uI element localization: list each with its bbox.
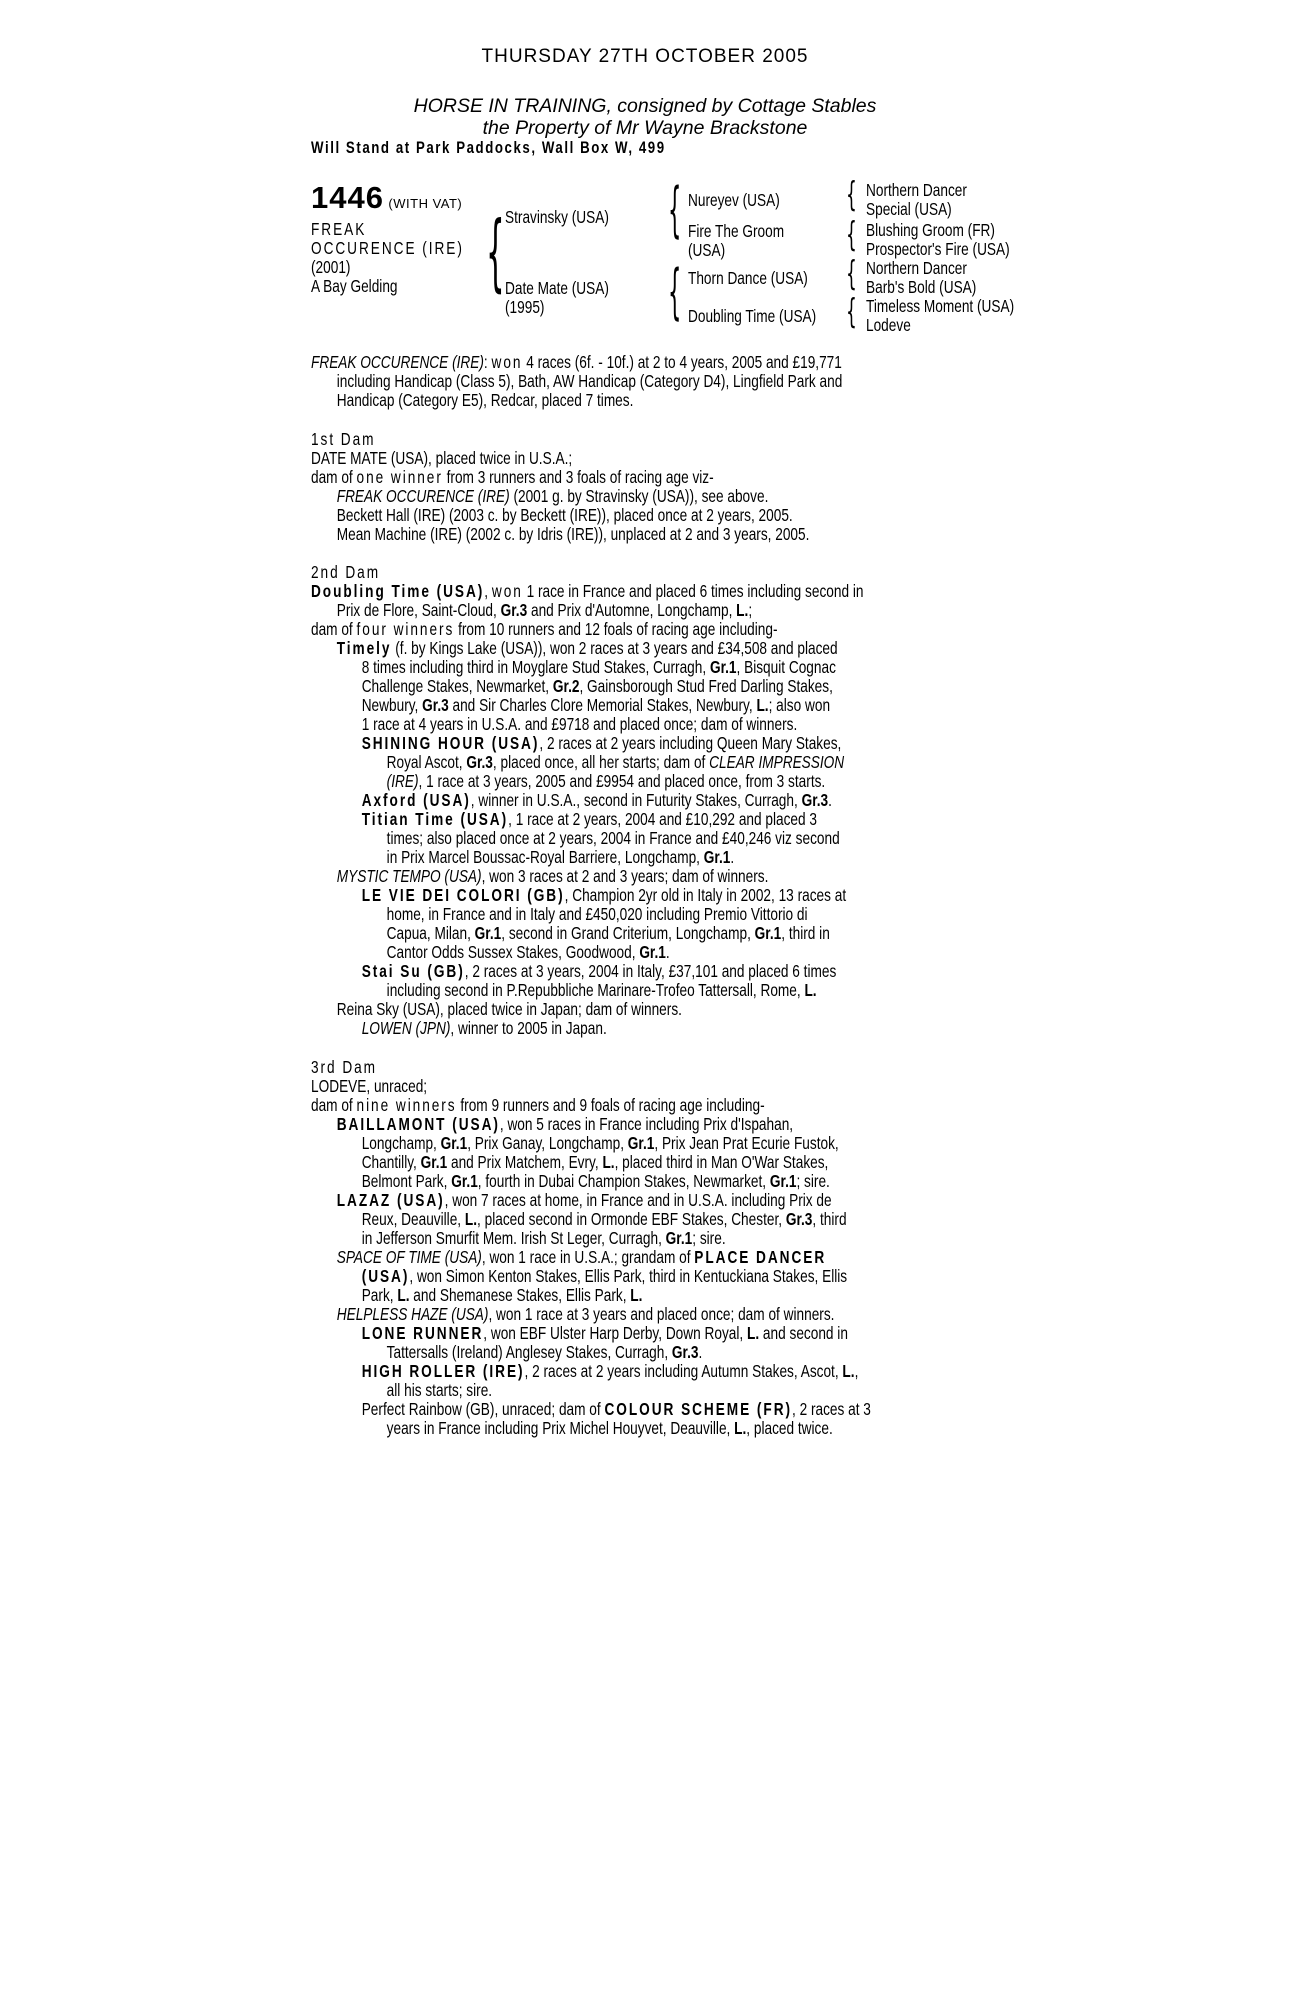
text-run: , third in [781,923,830,943]
pedigree-dam-year: (1995) [505,297,545,317]
text-run: BAILLAMONT (USA) [336,1114,500,1134]
text-run: Gr.1 [709,657,737,677]
dam3-line [311,1115,871,1134]
dam2-line [311,848,863,867]
text-run: times; also placed once at 2 years, 2004 in France and £40,246 viz second [386,828,840,848]
text-run: Royal Ascot, [386,752,467,772]
dam2-line [311,924,863,943]
text-run: HIGH ROLLER (IRE) [361,1361,525,1381]
first-dam-foal-1-name: FREAK OCCURENCE (IRE) [336,486,510,506]
text-run: , 2 races at 2 years including Queen Mary Stakes, [539,733,842,753]
dam2-line [311,753,863,772]
dam3-line [311,1286,871,1305]
text-run: LOWEN (JPN) [361,1018,451,1038]
dam3-line [311,1343,871,1362]
text-run: (IRE) [386,771,419,791]
text-run: Timely [336,638,392,658]
first-dam-heading: 1st Dam [311,429,376,449]
third-dam-section [311,1058,871,1438]
text-run: and Prix Matchem, Evry, [447,1152,603,1172]
pedigree-g4: Prospector's Fire (USA) [866,239,1010,259]
text-run: L. [746,1323,760,1343]
text-run: 1 race at 4 years in U.S.A. and £9718 and placed once; dam of winners. [361,714,798,734]
dam3-line [311,1229,871,1248]
pedigree-dam-sire: Thorn Dance (USA) [688,268,808,288]
text-run: Newbury, [361,695,423,715]
text-run: dam of [311,619,357,639]
text-run: , 2 races at 3 [791,1399,871,1419]
text-run: 1 race in France and placed 6 times including second in [522,581,864,601]
text-run: CLEAR IMPRESSION [709,752,845,772]
consignment-line-1: HORSE IN TRAINING, consigned by Cottage Stables [413,95,877,117]
text-run: Titian Time (USA) [361,809,509,829]
text-run: HELPLESS HAZE (USA) [336,1304,489,1324]
dam2-line [311,886,863,905]
dam3-line [311,1400,871,1419]
text-run: , won 7 races at home, in France and in U.S.A. including Prix de [444,1190,832,1210]
text-run: and Prix d'Automne, Longchamp, [527,600,737,620]
dam3-line [311,1210,871,1229]
text-run: SPACE OF TIME (USA) [336,1247,482,1267]
brace-sire: { [668,175,682,245]
dam3-line [311,1077,871,1096]
text-run: L. [397,1285,410,1305]
brace-gen1: { [486,203,505,301]
pedigree-g5: Northern Dancer [866,258,967,278]
text-run: , won 1 race at 3 years and placed once; dam of winners. [488,1304,835,1324]
first-dam-summary-b: one winner [356,467,443,487]
race-record [311,353,842,410]
consignment-line-2: the Property of Mr Wayne Brackstone [482,117,808,139]
race-record-rest: 4 races (6f. - 10f.) at 2 to 4 years, 2005 and £19,771 [522,352,842,372]
pedigree-g2: Special (USA) [866,199,952,219]
text-run: 8 times including third in Moyglare Stud Stakes, Curragh, [361,657,710,677]
horse-name-2: OCCURENCE (IRE) [311,238,464,258]
pedigree-g8: Lodeve [866,315,911,335]
text-run: in Prix Marcel Boussac-Royal Barriere, Longchamp, [386,847,704,867]
text-run: Challenge Stakes, Newmarket, [361,676,553,696]
dam2-line [311,582,863,601]
race-record-line-2: including Handicap (Class 5), Bath, AW Handicap (Category D4), Lingfield Park and [336,371,843,391]
text-run: ; [748,600,753,620]
text-run: L. [804,980,817,1000]
horse-description: A Bay Gelding [311,276,398,296]
lot-number-line [311,180,462,216]
text-run: Axford (USA) [361,790,471,810]
text-run: PLACE DANCER [694,1247,827,1267]
text-run: , placed twice. [746,1418,833,1438]
text-run: , 2 races at 3 years, 2004 in Italy, £37,101 and placed 6 times [464,961,837,981]
text-run: L. [756,695,769,715]
text-run: SHINING HOUR (USA) [361,733,540,753]
text-run: L. [630,1285,643,1305]
text-run: L. [602,1152,615,1172]
text-run: four winners [356,619,455,639]
dam2-line [311,658,863,677]
first-dam-foal-3: Mean Machine (IRE) (2002 c. by Idris (IRE)), unplaced at 2 and 3 years, 2005. [336,524,810,544]
second-dam-heading: 2nd Dam [311,562,381,582]
pedigree-dam-dam: Doubling Time (USA) [688,306,817,326]
dam2-line [311,981,863,1000]
race-record-colon: : [483,352,492,372]
text-run: Reux, Deauville, [361,1209,465,1229]
text-run: Longchamp, [361,1133,441,1153]
text-run: (f. by Kings Lake (USA)), won 2 races at 3 years and £34,508 and placed [391,638,838,658]
brace-g2: { [846,215,857,255]
text-run: from 10 runners and 12 foals of racing age including- [454,619,778,639]
text-run: , Prix Jean Prat Ecurie Fustok, [654,1133,839,1153]
dam2-line [311,905,863,924]
text-run: ; sire. [796,1171,830,1191]
dam3-line [311,1248,871,1267]
text-run: , second in Grand Criterium, Longchamp, [501,923,755,943]
text-run: L. [464,1209,478,1229]
pedigree-sire-dam-country: (USA) [688,240,726,260]
pedigree-sire: Stravinsky (USA) [505,207,609,227]
text-run: all his starts; sire. [386,1380,493,1400]
third-dam-lines [311,1077,871,1438]
brace-g3: { [846,254,857,294]
text-run: , Bisquit Cognac [736,657,836,677]
dam2-line [311,677,863,696]
text-run: , [854,1361,859,1381]
dam3-line [311,1096,871,1115]
dam3-line [311,1324,871,1343]
dam2-line [311,962,863,981]
dam2-line [311,734,863,753]
text-run: and second in [759,1323,848,1343]
text-run: , won 5 races in France including Prix d'Ispahan, [499,1114,794,1134]
text-run: , 1 race at 3 years, 2005 and £9954 and placed once, from 3 starts. [418,771,826,791]
brace-dam: { [668,257,682,327]
text-run: in Jefferson Smurfit Mem. Irish St Leger, Curragh, [361,1228,666,1248]
horse-name-1: FREAK [311,219,367,239]
text-run: Stai Su (GB) [361,961,465,981]
text-run: Reina Sky (USA), placed twice in Japan; dam of winners. [336,999,682,1019]
pedigree-dam-name: Date Mate (USA) [505,278,609,298]
first-dam-summary-a: dam of [311,467,357,487]
dam3-line [311,1191,871,1210]
text-run: L. [734,1418,747,1438]
text-run: Capua, Milan, [386,923,475,943]
dam3-line [311,1134,871,1153]
pedigree-g6: Barb's Bold (USA) [866,277,977,297]
text-run: Gr.3 [466,752,493,772]
pedigree-sire-sire: Nureyev (USA) [688,190,780,210]
dam2-line [311,1019,863,1038]
text-run: , Prix Ganay, Longchamp, [467,1133,628,1153]
text-run: Gr.1 [754,923,782,943]
text-run: Prix de Flore, Saint-Cloud, [336,600,501,620]
text-run: , Gainsborough Stud Fred Darling Stakes, [579,676,833,696]
text-run: , placed once, all her starts; dam of [492,752,710,772]
text-run: Chantilly, [361,1152,421,1172]
text-run: won [491,581,523,601]
pedigree-g3: Blushing Groom (FR) [866,220,995,240]
text-run: Gr.3 [422,695,449,715]
race-record-won: won [491,352,523,372]
pedigree-g7: Timeless Moment (USA) [866,296,1015,316]
brace-g4: { [846,292,857,332]
text-run: nine winners [356,1095,457,1115]
text-run: Gr.1 [703,847,731,867]
text-run: Gr.1 [639,942,666,962]
dam2-line [311,791,863,810]
text-run: , winner to 2005 in Japan. [450,1018,607,1038]
dam3-line [311,1305,871,1324]
first-dam-summary [311,468,809,487]
text-run: , placed third in Man O'War Stakes, [614,1152,829,1172]
text-run: , won 1 race in U.S.A.; grandam of [481,1247,695,1267]
text-run: MYSTIC TEMPO (USA) [336,866,482,886]
text-run: Gr.1 [474,923,502,943]
text-run: Perfect Rainbow (GB), unraced; dam of [361,1399,605,1419]
text-run: , Champion 2yr old in Italy in 2002, 13 races at [564,885,847,905]
text-run: years in France including Prix Michel Houyvet, Deauville, [386,1418,735,1438]
race-record-line-1 [311,353,842,372]
dam3-line [311,1419,871,1438]
second-dam-lines [311,582,863,1038]
text-run: , won EBF Ulster Harp Derby, Down Royal, [483,1323,747,1343]
first-dam-foal-2: Beckett Hall (IRE) (2003 c. by Beckett (IRE)), placed once at 2 years, 2005. [336,505,793,525]
third-dam-heading: 3rd Dam [311,1057,377,1077]
text-run: , fourth in Dubai Champion Stakes, Newmarket, [477,1171,770,1191]
first-dam-line: DATE MATE (USA), placed twice in U.S.A.; [311,448,573,468]
text-run: . [730,847,735,867]
text-run: Gr.3 [671,1342,699,1362]
pedigree-sire-dam [688,222,784,260]
dam2-line [311,715,863,734]
text-run: Gr.1 [627,1133,655,1153]
text-run: LODEVE, unraced; [311,1076,428,1096]
text-run: Gr.1 [451,1171,478,1191]
dam2-line [311,829,863,848]
text-run: (USA) [361,1266,410,1286]
text-run: Cantor Odds Sussex Stakes, Goodwood, [386,942,640,962]
first-dam-summary-c: from 3 runners and 3 foals of racing age viz- [442,467,714,487]
text-run: ; also won [768,695,831,715]
text-run: Gr.1 [769,1171,797,1191]
pedigree-g1: Northern Dancer [866,180,967,200]
text-run: dam of [311,1095,357,1115]
text-run: home, in France and in Italy and £450,020 including Premio Vittorio di [386,904,808,924]
text-run: LE VIE DEI COLORI (GB) [361,885,565,905]
text-run: L. [842,1361,855,1381]
text-run: including second in P.Repubbliche Marinare-Trofeo Tattersall, Rome, [386,980,805,1000]
text-run: Gr.1 [420,1152,448,1172]
dam2-line [311,1000,863,1019]
pedigree-sire-dam-name: Fire The Groom [688,221,785,241]
text-run: ; sire. [692,1228,726,1248]
text-run: , won Simon Kenton Stakes, Ellis Park, third in Kentuckiana Stakes, Ellis [409,1266,848,1286]
dam2-line [311,639,863,658]
brace-g1: { [846,175,857,215]
text-run: . [665,942,670,962]
text-run: , [484,581,492,601]
lot-info [311,180,462,216]
text-run: Gr.1 [440,1133,468,1153]
text-run: and Sir Charles Clore Memorial Stakes, Newbury, [448,695,757,715]
horse-identity [311,220,464,296]
stand-text: Will Stand at Park Paddocks, Wall Box W, 499 [311,138,666,157]
dam3-line [311,1381,871,1400]
race-record-horse: FREAK OCCURENCE (IRE) [311,352,484,372]
text-run: Gr.3 [785,1209,813,1229]
sale-date: THURSDAY 27TH OCTOBER 2005 [481,46,809,67]
text-run: , placed second in Ormonde EBF Stakes, Chester, [477,1209,786,1229]
first-dam-section [311,430,809,544]
text-run: Belmont Park, [361,1171,452,1191]
race-record-line-3: Handicap (Category E5), Redcar, placed 7 times. [336,390,634,410]
text-run: Doubling Time (USA) [311,581,485,601]
dam2-line [311,601,863,620]
horse-year: (2001) [311,257,351,277]
first-dam-foal-1 [311,487,809,506]
text-run: , winner in U.S.A., second in Futurity Stakes, Curragh, [470,790,802,810]
text-run: from 9 runners and 9 foals of racing age including- [456,1095,765,1115]
text-run: Gr.3 [500,600,528,620]
stand-location [311,138,766,158]
text-run: . [698,1342,703,1362]
lot-number: 1446 [311,180,384,215]
dam3-line [311,1172,871,1191]
text-run: LONE RUNNER [361,1323,484,1343]
consignment-block [0,95,1290,139]
text-run: Gr.3 [801,790,829,810]
text-run: Park, [361,1285,398,1305]
lot-vat: (WITH VAT) [388,196,463,211]
text-run: and Shemanese Stakes, Ellis Park, [409,1285,631,1305]
dam2-line [311,772,863,791]
text-run: , won 3 races at 2 and 3 years; dam of winners. [481,866,769,886]
dam2-line [311,696,863,715]
text-run: . [828,790,832,810]
dam2-line [311,943,863,962]
text-run: , third [812,1209,847,1229]
text-run: L. [736,600,749,620]
text-run: COLOUR SCHEME (FR) [604,1399,792,1419]
text-run: , 2 races at 2 years including Autumn Stakes, Ascot, [524,1361,843,1381]
text-run: Gr.1 [665,1228,693,1248]
dam3-line [311,1267,871,1286]
dam2-line [311,867,863,886]
text-run: Gr.2 [552,676,580,696]
dam2-line [311,620,863,639]
pedigree-gen3 [866,181,1014,335]
text-run: , 1 race at 2 years, 2004 and £10,292 and placed 3 [508,809,818,829]
text-run: LAZAZ (USA) [336,1190,445,1210]
pedigree-dam [505,279,609,317]
dam3-line [311,1362,871,1381]
first-dam-foal-1-detail: (2001 g. by Stravinsky (USA)), see above. [509,486,769,506]
text-run: Tattersalls (Ireland) Anglesey Stakes, Curragh, [386,1342,672,1362]
second-dam-section [311,563,863,1038]
dam3-line [311,1153,871,1172]
dam2-line [311,810,863,829]
